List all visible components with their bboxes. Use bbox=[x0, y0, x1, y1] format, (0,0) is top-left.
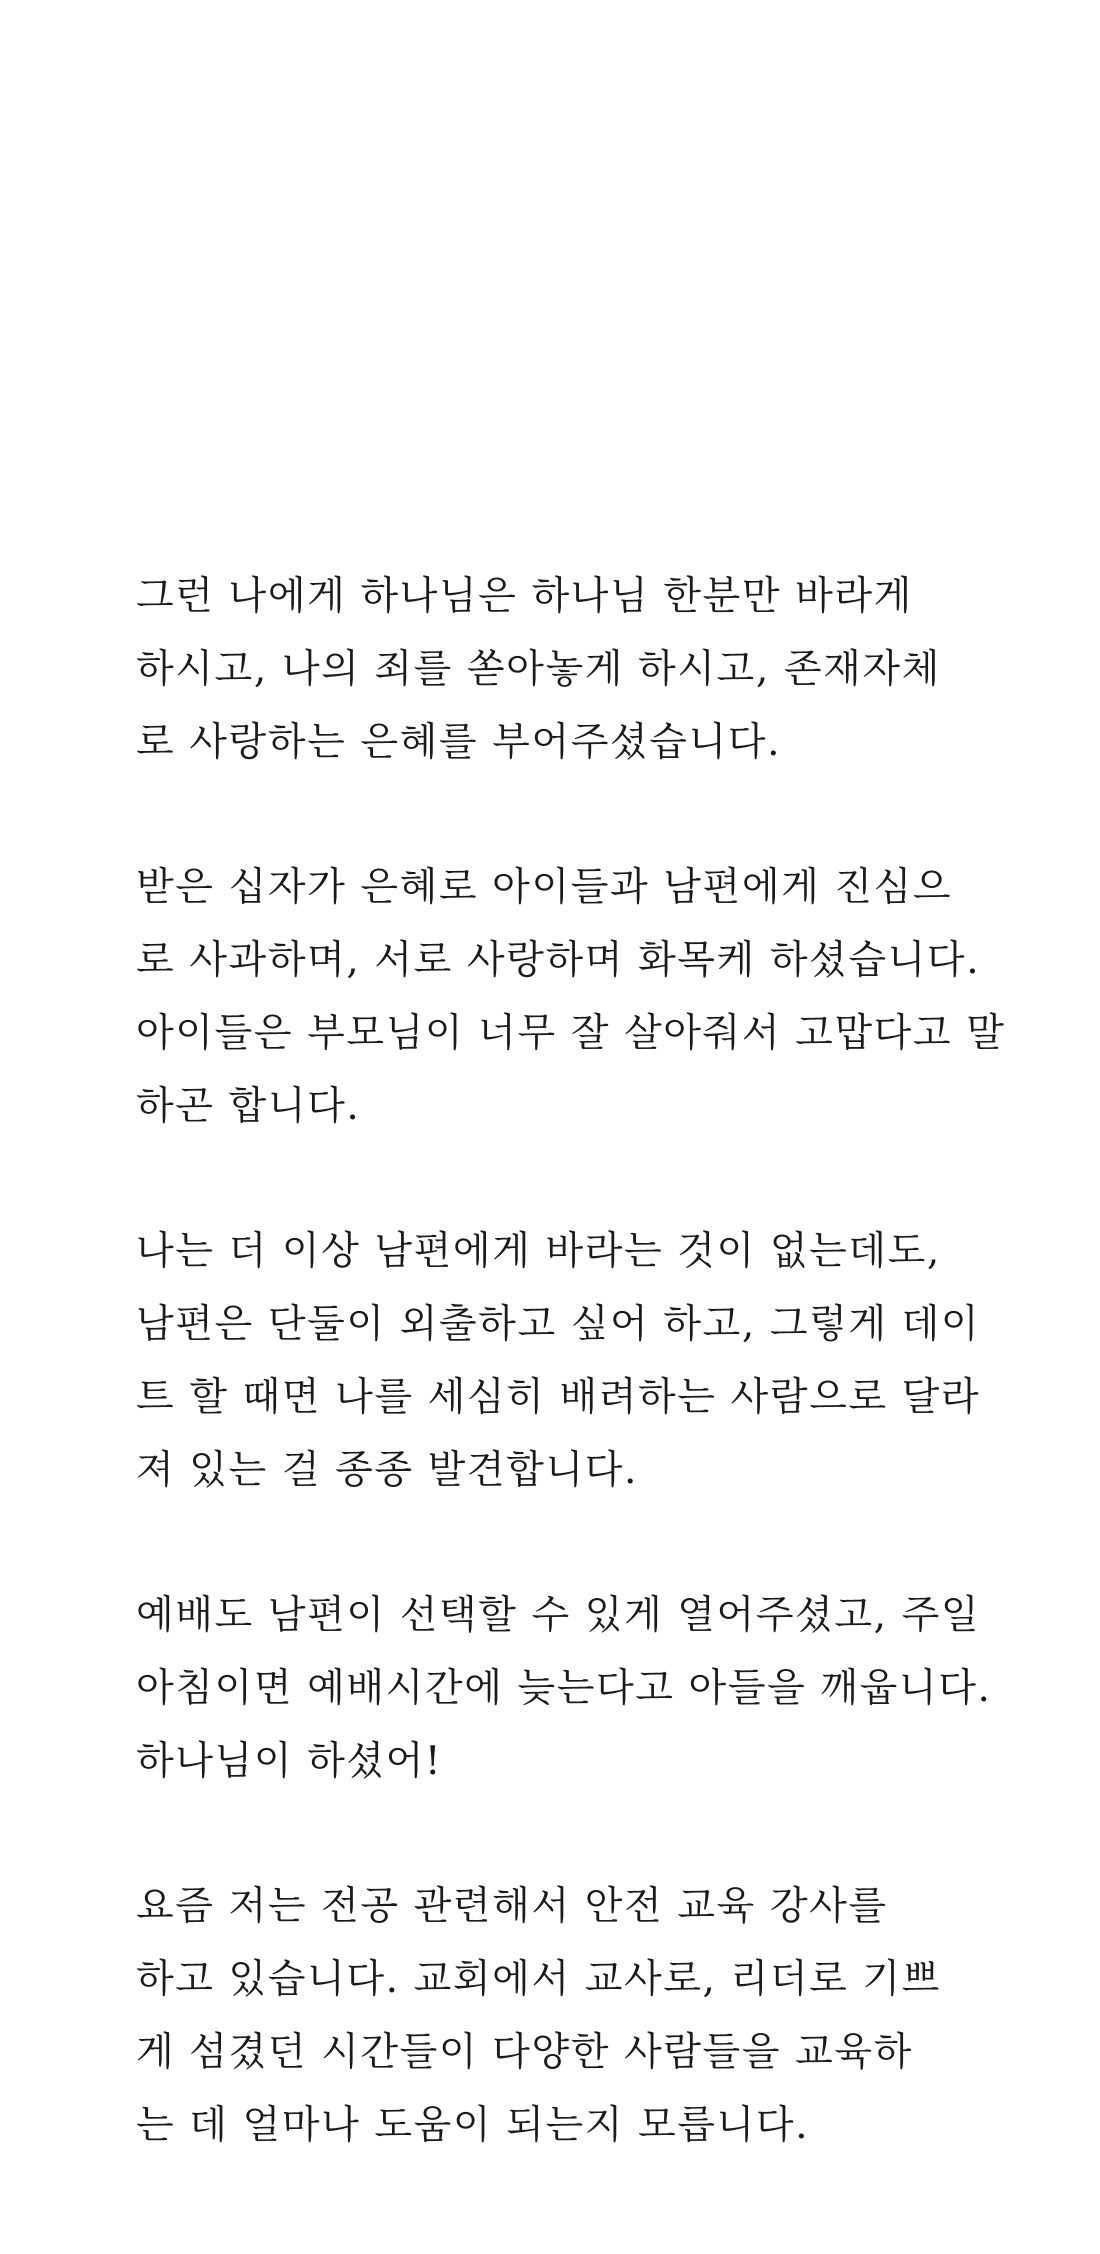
paragraph-line: 져 있는 걸 종종 발견합니다. bbox=[136, 1448, 638, 1493]
paragraph-line: 받은 십자가 은혜로 아이들과 남편에게 진심으 bbox=[136, 865, 953, 910]
paragraph-line: 하곤 합니다. bbox=[136, 1084, 361, 1129]
paragraph-line: 는 데 얼마나 도움이 되는지 모릅니다. bbox=[136, 2103, 810, 2148]
paragraph-line: 하고 있습니다. 교회에서 교사로, 리더로 기쁘 bbox=[136, 1957, 941, 2002]
article-body bbox=[108, 560, 1006, 2234]
paragraph-line: 남편은 단둘이 외출하고 싶어 하고, 그렇게 데이 bbox=[136, 1302, 981, 1347]
paragraph-worship bbox=[108, 1579, 992, 1798]
paragraph-work bbox=[108, 1870, 962, 2162]
paragraph-line: 아침이면 예배시간에 늦는다고 아들을 깨웁니다. bbox=[136, 1666, 992, 1711]
paragraph-husband bbox=[108, 1215, 981, 1507]
paragraph-line: 로 사랑하는 은혜를 부어주셨습니다. bbox=[136, 720, 782, 765]
paragraph-line: 게 섬겼던 시간들이 다양한 사람들을 교육하 bbox=[136, 2030, 913, 2075]
paragraph-line: 예배도 남편이 선택할 수 있게 열어주셨고, 주일 bbox=[136, 1593, 981, 1638]
paragraph-line: 로 사과하며, 서로 사랑하며 화목케 하셨습니다. bbox=[136, 938, 981, 983]
paragraph-line: 나는 더 이상 남편에게 바라는 것이 없는데도, bbox=[136, 1229, 941, 1274]
paragraph-family bbox=[108, 851, 1006, 1143]
paragraph-line: 하시고, 나의 죄를 쏟아놓게 하시고, 존재자체 bbox=[136, 647, 941, 692]
paragraph-line: 아이들은 부모님이 너무 잘 살아줘서 고맙다고 말 bbox=[136, 1011, 1006, 1056]
paragraph-line: 요즘 저는 전공 관련해서 안전 교육 강사를 bbox=[136, 1884, 888, 1929]
paragraph-line: 하나님이 하셨어! bbox=[136, 1739, 443, 1784]
paragraph-grace bbox=[108, 560, 962, 779]
paragraph-line: 그런 나에게 하나님은 하나님 한분만 바라게 bbox=[136, 574, 913, 619]
paragraph-line: 트 할 때면 나를 세심히 배려하는 사람으로 달라 bbox=[136, 1375, 981, 1420]
